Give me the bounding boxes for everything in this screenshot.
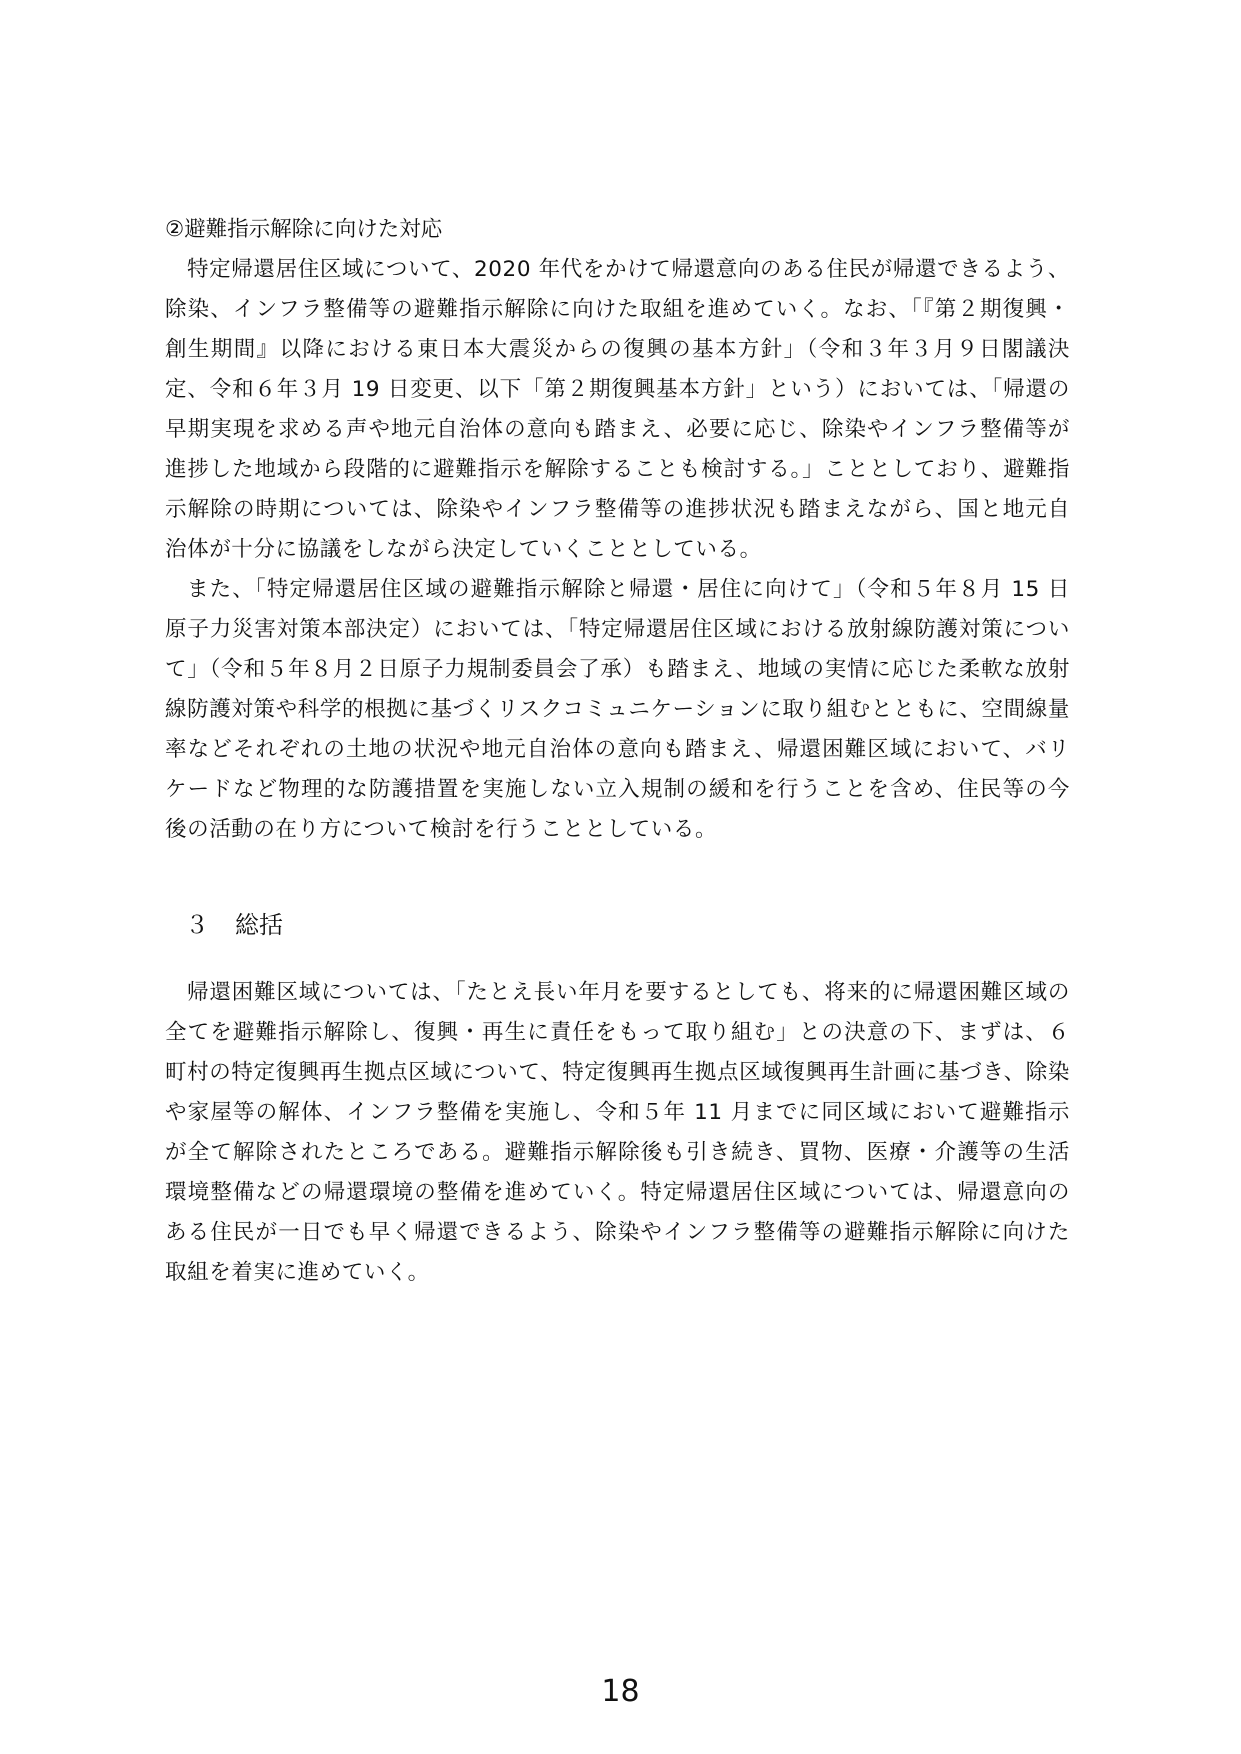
- section-title: 総括: [235, 911, 283, 939]
- body-paragraph: 帰還困難区域については、「たとえ長い年月を要するとしても、将来的に帰還困難区域の全てを避難指示解除し、復興・再生に責任をもって取り組む」との決意の下、まずは、６町村の特定復興再生拠点区域について、特定復興再生拠点区域復興再生計画に基づき、除染や家屋等の解体、インフラ整備を実施し、令和５年 11 月までに同区域において避難指示が全て解除されたところである。避難指示解除後も引き続き、買物、医療・介護等の生活環境整備などの帰還環境の整備を進めていく。特定帰還居住区域については、帰還意向のある住民が一日でも早く帰還できるよう、除染やインフラ整備等の避難指示解除に向けた取組を着実に進めていく。: [165, 980, 1070, 1285]
- body-paragraph: 特定帰還居住区域について、2020 年代をかけて帰還意向のある住民が帰還できるよう、除染、インフラ整備等の避難指示解除に向けた取組を進めていく。なお、「『第２期復興・創生期間』以降における東日本大震災からの復興の基本方針」（令和３年３月９日閣議決定、令和６年３月 19 日変更、以下「第２期復興基本方針」という）においては、「帰還の早期実現を求める声や地元自治体の意向も踏まえ、必要に応じ、除染やインフラ整備等が進捗した地域から段階的に避難指示を解除することも検討する。」こととしており、避難指示解除の時期については、除染やインフラ整備等の進捗状況も踏まえながら、国と地元自治体が十分に協議をしながら決定していくこととしている。: [165, 257, 1070, 562]
- body-paragraph: また、「特定帰還居住区域の避難指示解除と帰還・居住に向けて」（令和５年８月 15 日原子力災害対策本部決定）においては、「特定帰還居住区域における放射線防護対策について」（令和５年８月２日原子力規制委員会了承）も踏まえ、地域の実情に応じた柔軟な放射線防護対策や科学的根拠に基づくリスクコミュニケーションに取り組むとともに、空間線量率などそれぞれの土地の状況や地元自治体の意向も踏まえ、帰還困難区域において、バリケードなど物理的な防護措置を実施しない立入規制の緩和を行うことを含め、住民等の今後の活動の在り方について検討を行うこととしている。: [165, 577, 1070, 842]
- page-content: [165, 210, 1070, 1293]
- section-heading: [185, 905, 1070, 945]
- section-number: ３: [185, 911, 209, 939]
- subsection-heading: ②避難指示解除に向けた対応: [165, 217, 443, 242]
- page-number: 18: [601, 1674, 640, 1709]
